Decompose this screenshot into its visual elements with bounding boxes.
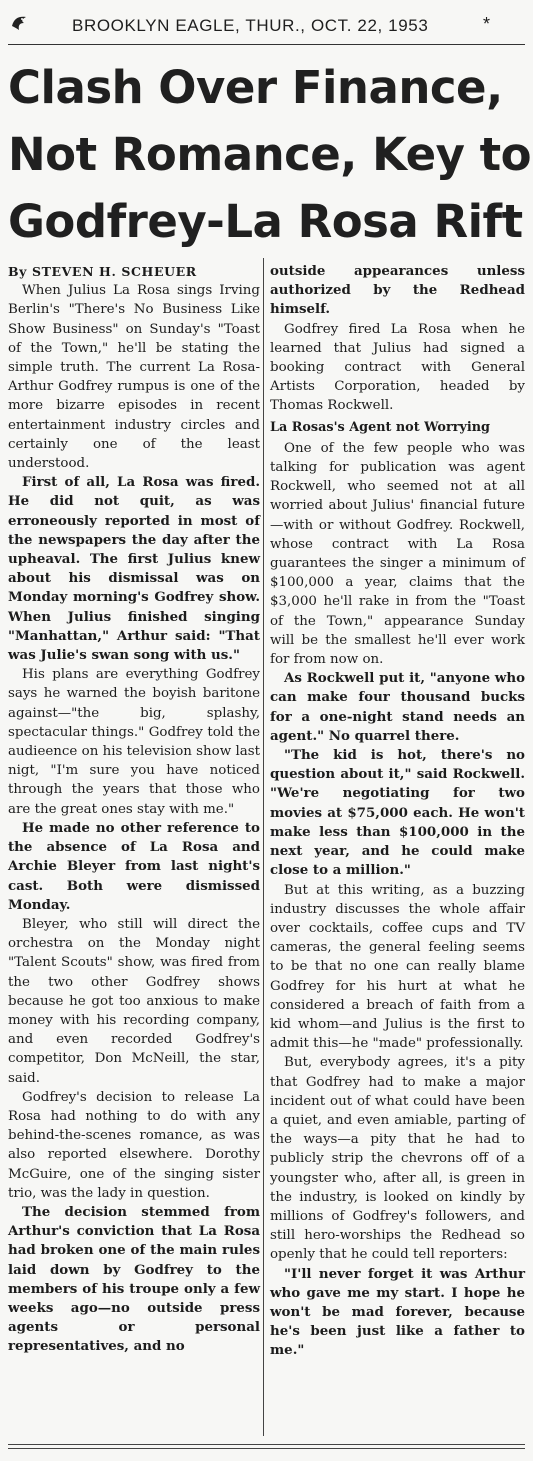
left-column (8, 262, 260, 1357)
folio-text: BROOKLYN EAGLE, THUR., OCT. 22, 1953 (72, 16, 429, 35)
headline-line-3: Godfrey-La Rosa Rift (8, 195, 523, 248)
paragraph: When Julius La Rosa sings Irving Berlin's "There's No Business Like Show Business" on Sunday's "Toast of the Town," he'll be stating the simple truth. The current La Rosa-Arthur Godfrey rumpus is one of the more bizarre episodes in recent entertainment industry circles and certainly one of the least understood. (8, 283, 260, 472)
paragraph: outside appearances unless authorized by the Redhead himself. (270, 263, 525, 318)
paragraph: His plans are everything Godfrey says he warned the boyish baritone against—"the big, splashy, spectacular things." Godfrey told the audieence on his television show last nigt, "I'm sure you have noticed through the years that those who are the great ones stay with me." (8, 667, 260, 817)
paragraph: "The kid is hot, there's no question about it," said Rockwell. "We're negotiating for two movies at $75,000 each. He won't make less than $100,000 in the next year, and he could make close to a million." (270, 747, 525, 879)
byline: By STEVEN H. SCHEUER (8, 264, 197, 279)
right-column (270, 262, 525, 1361)
page-folio (0, 0, 533, 44)
headline (8, 54, 532, 255)
paragraph: But at this writing, as a buzzing industry discusses the whole affair over cocktails, coffee cups and TV cameras, the general feeling seems to be that no one can really blame Godfrey for his hurt at what he considered a breach of faith from a kid whom—and Julius is the first to admit this—he "made" professionally. (270, 882, 525, 1052)
paragraph: He made no other reference to the absence of La Rosa and Archie Bleyer from last night's cast. Both were dismissed Monday. (8, 819, 260, 913)
paragraph: Bleyer, who still will direct the orchestra on the Monday night "Talent Scouts" show, was fired from the two other Godfrey shows because he got too anxious to make money with his recording company, and even recorded Godfrey's competitor, Don McNeill, the star, said. (8, 916, 260, 1086)
paragraph: Godfrey fired La Rosa when he learned that Julius had signed a booking contract with General Artists Corporation, headed by Thomas Rockwell. (270, 321, 525, 414)
eagle-icon (10, 14, 28, 32)
star-icon: * (483, 14, 491, 34)
subhead: La Rosas's Agent not Worrying (270, 419, 490, 435)
paragraph: The decision stemmed from Arthur's conviction that La Rosa had broken one of the main rules laid down by Godfrey to the members of his troupe only a few weeks ago—no outside press agents or personal representatives, and no (8, 1203, 260, 1355)
headline-line-1: Clash Over Finance, (8, 61, 503, 114)
paragraph: As Rockwell put it, "anyone who can make four thousand bucks for a one-night stand needs an agent." No quarrel there. (270, 670, 525, 744)
paragraph: "I'll never forget it was Arthur who gave me my start. I hope he won't be mad forever, because he's been just like a father to me." (270, 1265, 525, 1359)
paragraph: But, everybody agrees, it's a pity that Godfrey had to make a major incident out of what could have been a quiet, and even amiable, parting of the ways—a pity that he had to publicly strip the chevrons off of a youngster who, after all, is green in the industry, is looked on kindly by millions of Godfrey's followers, and still hero-worships the Redhead so openly that he could tell reporters: (270, 1055, 525, 1263)
paragraph: One of the few people who was talking for publication was agent Rockwell, who seemed not at all worried about Julius' financial future—with or without Godfrey. Rockwell, whose contract with La Rosa guarantees the singer a minimum of $100,000 a year, claims that the $3,000 he'll rake in from the "Toast of the Town," appearance Sunday will be the smallest he'll ever work for from now on. (270, 440, 525, 668)
bottom-rule (8, 1444, 525, 1449)
paragraph: Godfrey's decision to release La Rosa had nothing to do with any behind-the-scenes romance, as was also reported elsewhere. Dorothy McGuire, one of the singing sister trio, was the lady in question. (8, 1089, 260, 1201)
paragraph: First of all, La Rosa was fired. He did not quit, as was erroneously reported in most of the newspapers the day after the upheaval. The first Julius knew about his dismissal was on Monday morning's Godfrey show. When Julius finished singing "Manhattan," Arthur said: "That was Julie's swan song with us." (8, 474, 260, 664)
headline-line-2: Not Romance, Key to (8, 128, 532, 181)
column-divider (263, 258, 264, 1436)
folio-rule (8, 44, 525, 45)
